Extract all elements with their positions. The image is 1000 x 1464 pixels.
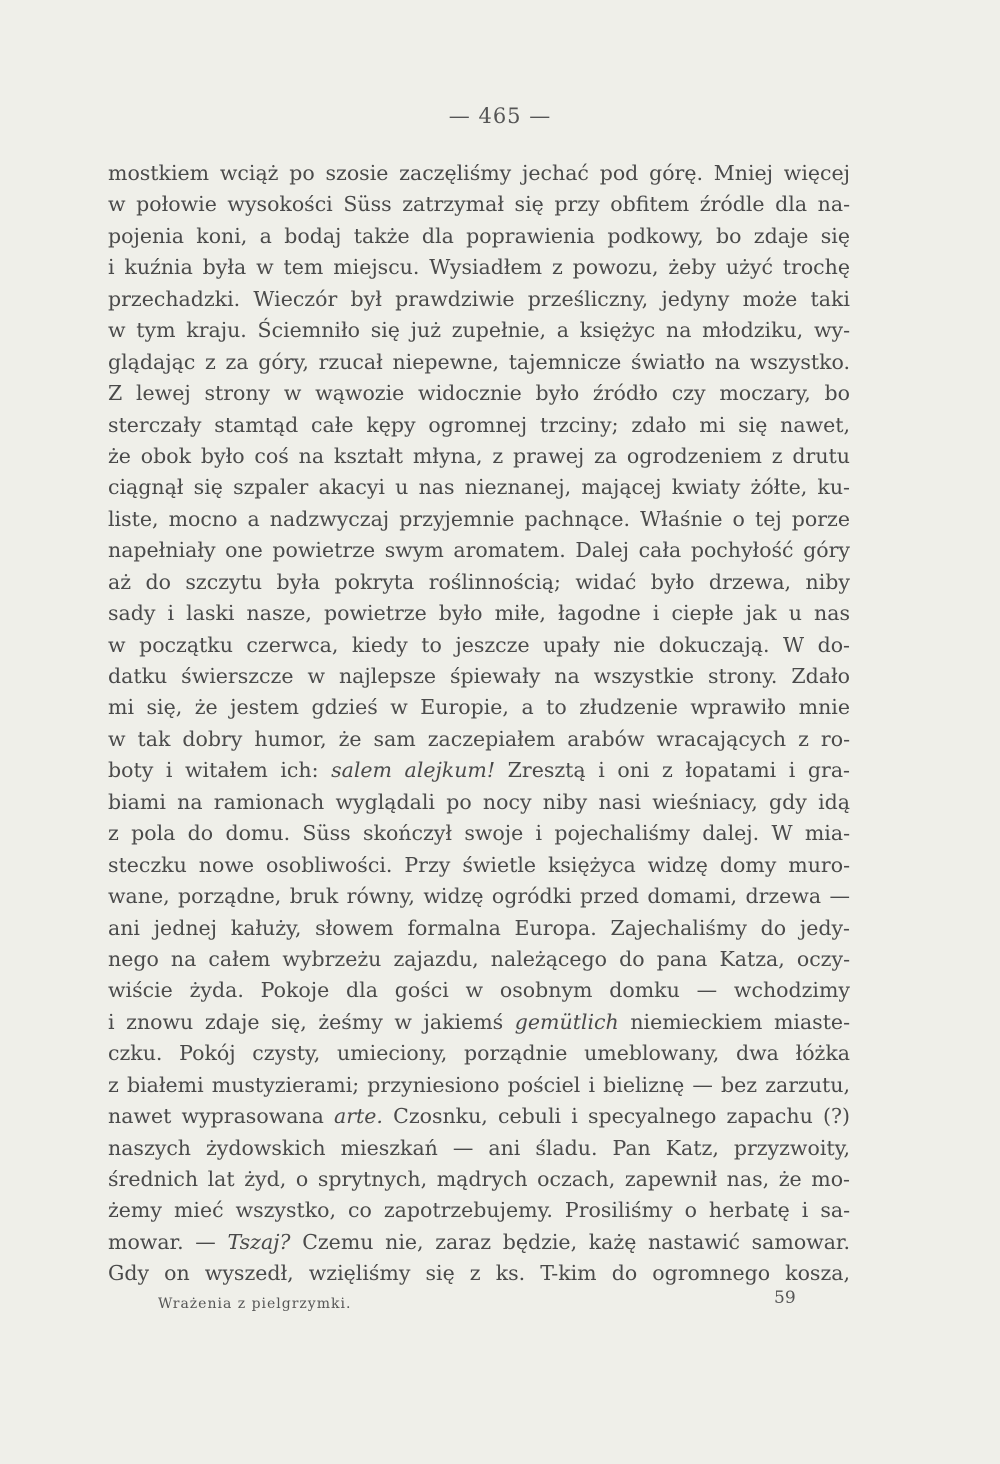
text-line: czku. Pokój czysty, umieciony, porządnie umeblowany, dwa łóżka (108, 1041, 850, 1066)
text-line: wane, porządne, bruk równy, widzę ogródki przed domami, drzewa — (108, 884, 850, 909)
text-line: mi się, że jestem gdzieś w Europie, a to złudzenie wprawiło mnie (108, 695, 850, 720)
text-line: wiście żyda. Pokoje dla gości w osobnym domku — wchodzimy (108, 978, 850, 1003)
text-line: w tak dobry humor, że sam zaczepiałem arabów wracających z ro- (108, 726, 850, 751)
text-line: steczku nowe osobliwości. Przy świetle księżyca widzę domy muro- (108, 852, 850, 877)
text-line: pojenia koni, a bodaj także dla poprawienia podkowy, bo zdaje się (108, 223, 850, 248)
text-line: z pola do domu. Süss skończył swoje i pojechaliśmy dalej. W mia- (108, 821, 850, 846)
text-line: z białemi mustyzierami; przyniesiono pościel i bieliznę — bez zarzutu, (108, 1072, 850, 1097)
text-line: mostkiem wciąż po szosie zaczęliśmy jechać pod górę. Mniej więcej (108, 161, 850, 185)
text-line: napełniały one powietrze swym aromatem. Dalej cała pochyłość góry (108, 538, 850, 563)
text-line: i kuźnia była w tem miejscu. Wysiadłem z powozu, żeby użyć trochę (108, 255, 850, 280)
text-line: żemy mieć wszystko, co zapotrzebujemy. Prosiliśmy o herbatę i sa- (108, 1198, 850, 1223)
text-line: ani jednej kałuży, słowem formalna Europa. Zajechaliśmy do jedy- (108, 915, 850, 940)
text-line: mowar. — Tszaj? Czemu nie, zaraz będzie, każę nastawić samowar. (108, 1229, 850, 1254)
text-line: liste, mocno a nadzwyczaj przyjemnie pachnące. Właśnie o tej porze (108, 506, 850, 531)
printer-signature: Wrażenia z pielgrzymki. (158, 1296, 352, 1312)
text-line: naszych żydowskich mieszkań — ani śladu. Pan Katz, przyzwoity, (108, 1135, 850, 1160)
text-line: sady i laski nasze, powietrze było miłe, łagodne i ciepłe jak u nas (108, 601, 850, 626)
text-line: i znowu zdaje się, żeśmy w jakiemś gemütlich niemieckiem miaste- (108, 1009, 850, 1034)
text-line: w początku czerwca, kiedy to jeszcze upały nie dokuczają. W do- (108, 632, 850, 657)
sheet-number: 59 (774, 1288, 796, 1308)
text-line: przechadzki. Wieczór był prawdziwie prześliczny, jedyny może taki (108, 286, 850, 311)
text-line: w połowie wysokości Süss zatrzymał się przy obfitem źródle dla na- (108, 192, 850, 217)
text-line: Gdy on wyszedł, wzięliśmy się z ks. T-kim do ogromnego kosza, (108, 1261, 850, 1286)
body-text (108, 158, 850, 1290)
text-line: nawet wyprasowana arte. Czosnku, cebuli i specyalnego zapachu (?) (108, 1104, 850, 1129)
text-line: boty i witałem ich: salem alejkum! Zresztą i oni z łopatami i gra- (108, 758, 850, 783)
text-line: średnich lat żyd, o sprytnych, mądrych oczach, zapewnił nas, że mo- (108, 1167, 850, 1191)
text-line: ciągnął się szpaler akacyi u nas nieznanej, mającej kwiaty żółte, ku- (108, 475, 850, 500)
text-line: datku świerszcze w najlepsze śpiewały na wszystkie strony. Zdało (108, 664, 850, 688)
text-line: biami na ramionach wyglądali po nocy niby nasi wieśniacy, gdy idą (108, 789, 850, 814)
page-number: — 465 — (448, 104, 552, 128)
text-line: że obok było coś na kształt młyna, z prawej za ogrodzeniem z drutu (108, 443, 850, 468)
text-line: glądając z za góry, rzucał niepewne, tajemnicze światło na wszystko. (108, 349, 850, 374)
text-line: nego na całem wybrzeżu zajazdu, należącego do pana Katza, oczy- (108, 946, 850, 971)
text-line: sterczały stamtąd całe kępy ogromnej trzciny; zdało mi się nawet, (108, 412, 850, 437)
text-line: w tym kraju. Ściemniło się już zupełnie, a księżyc na młodziku, wy- (108, 318, 850, 343)
text-line: Z lewej strony w wąwozie widocznie było źródło czy moczary, bo (108, 381, 850, 406)
text-line: aż do szczytu była pokryta roślinnością; widać było drzewa, niby (108, 569, 850, 594)
